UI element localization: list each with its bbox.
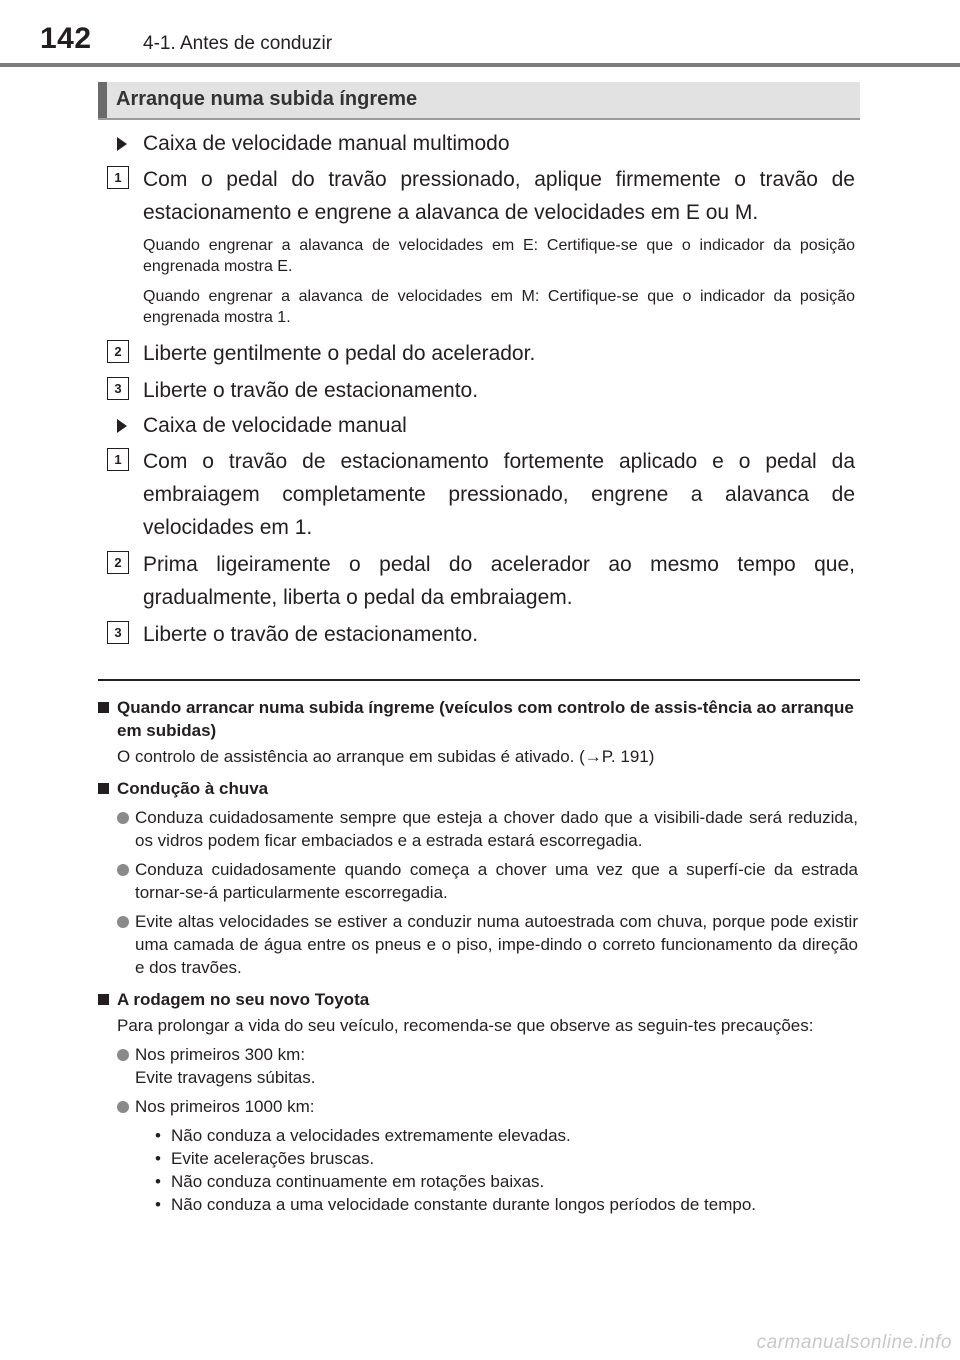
procedure-area xyxy=(114,126,855,655)
step-number-box: 1 xyxy=(107,448,129,471)
note-heading-rain: Condução à chuva xyxy=(98,777,858,800)
break-in-bullet-300km: Nos primeiros 300 km: Evite travagens súbitas. xyxy=(98,1043,858,1089)
break-in-bullet-1000km: Nos primeiros 1000 km: xyxy=(98,1095,858,1118)
triangle-bullet-icon xyxy=(117,419,127,433)
note-gear-e: Quando engrenar a alavanca de velocidades em E: Certifique-se que o indicador da posição engrenada mostra E. xyxy=(143,237,855,275)
square-bullet-icon xyxy=(98,994,109,1005)
step-manual-3: 3 Liberte o travão de estacionamento. xyxy=(143,618,855,651)
square-bullet-icon xyxy=(98,702,109,713)
step-multimode-2: 2 Liberte gentilmente o pedal do acelerador. xyxy=(143,337,855,370)
section-divider xyxy=(98,679,860,681)
rain-bullet-1: Conduza cuidadosamente sempre que esteja a chover dado que a visibili-dade será reduzida, os vidros podem ficar embaciados e a estrada estará escorregadia. xyxy=(98,806,858,852)
page-header xyxy=(0,0,960,70)
note-heading-break-in: A rodagem no seu novo Toyota xyxy=(98,988,858,1011)
step-number-box: 2 xyxy=(107,340,129,363)
info-notes xyxy=(98,696,858,1216)
list-item: • Evite acelerações bruscas. xyxy=(155,1149,375,1168)
circle-bullet-icon xyxy=(117,1101,129,1113)
break-in-intro: Para prolongar a vida do seu veículo, recomenda-se que observe as seguin-tes precauções: xyxy=(117,1016,814,1035)
step-manual-1: 1 Com o travão de estacionamento fortemente aplicado e o pedal da embraiagem completamente pressionado, engrene a alavanca de velocidades em 1. xyxy=(143,445,855,544)
section-title-bar xyxy=(98,82,860,120)
section-title: Arranque numa subida íngreme xyxy=(116,88,418,110)
section-accent xyxy=(98,82,107,118)
triangle-bullet-icon xyxy=(117,137,127,151)
watermark: carmanualsonline.info xyxy=(756,1332,952,1353)
step-number-box: 3 xyxy=(107,621,129,644)
list-item: • Não conduza a velocidades extremamente elevadas. xyxy=(155,1126,571,1145)
note-text-hill-start: O controlo de assistência ao arranque em subidas é ativado. (→P. 191) xyxy=(117,747,655,766)
step-number-box: 3 xyxy=(107,377,129,400)
note-heading-hill-start: Quando arrancar numa subida íngreme (veículos com controlo de assis-tência ao arranque em subidas) xyxy=(98,696,858,742)
circle-bullet-icon xyxy=(117,1049,129,1061)
step-number-box: 2 xyxy=(107,551,129,574)
subheading-manual: Caixa de velocidade manual xyxy=(143,411,855,441)
rain-bullet-2: Conduza cuidadosamente quando começa a chover uma vez que a superfí-cie da estrada tornar-se-á particularmente escorregadia. xyxy=(98,858,858,904)
list-item: • Não conduza continuamente em rotações baixas. xyxy=(155,1172,545,1191)
step-multimode-1: 1 Com o pedal do travão pressionado, aplique firmemente o travão de estacionamento e engrene a alavanca de velocidades em E ou M. xyxy=(143,163,855,229)
list-item: • Não conduza a uma velocidade constante durante longos períodos de tempo. xyxy=(155,1195,757,1214)
step-manual-2: 2 Prima ligeiramente o pedal do acelerador ao mesmo tempo que, gradualmente, liberta o pedal da embraiagem. xyxy=(143,548,855,614)
page-number: 142 xyxy=(40,22,92,55)
step-multimode-3: 3 Liberte o travão de estacionamento. xyxy=(143,374,855,407)
step-number-box: 1 xyxy=(107,166,129,189)
circle-bullet-icon xyxy=(117,812,129,824)
subheading-multimode: Caixa de velocidade manual multimodo xyxy=(143,129,855,159)
note-gear-m: Quando engrenar a alavanca de velocidades em M: Certifique-se que o indicador da posição engrenada mostra 1. xyxy=(143,288,855,326)
break-in-dash-list xyxy=(98,1124,858,1216)
circle-bullet-icon xyxy=(117,864,129,876)
chapter-title: 4-1. Antes de conduzir xyxy=(143,33,333,54)
rain-bullet-3: Evite altas velocidades se estiver a conduzir numa autoestrada com chuva, porque pode existir uma camada de água entre os pneus e o piso, impe-dindo o correto funcionamento da direção e dos travões. xyxy=(98,910,858,979)
circle-bullet-icon xyxy=(117,916,129,928)
header-rule xyxy=(0,63,960,67)
square-bullet-icon xyxy=(98,783,109,794)
